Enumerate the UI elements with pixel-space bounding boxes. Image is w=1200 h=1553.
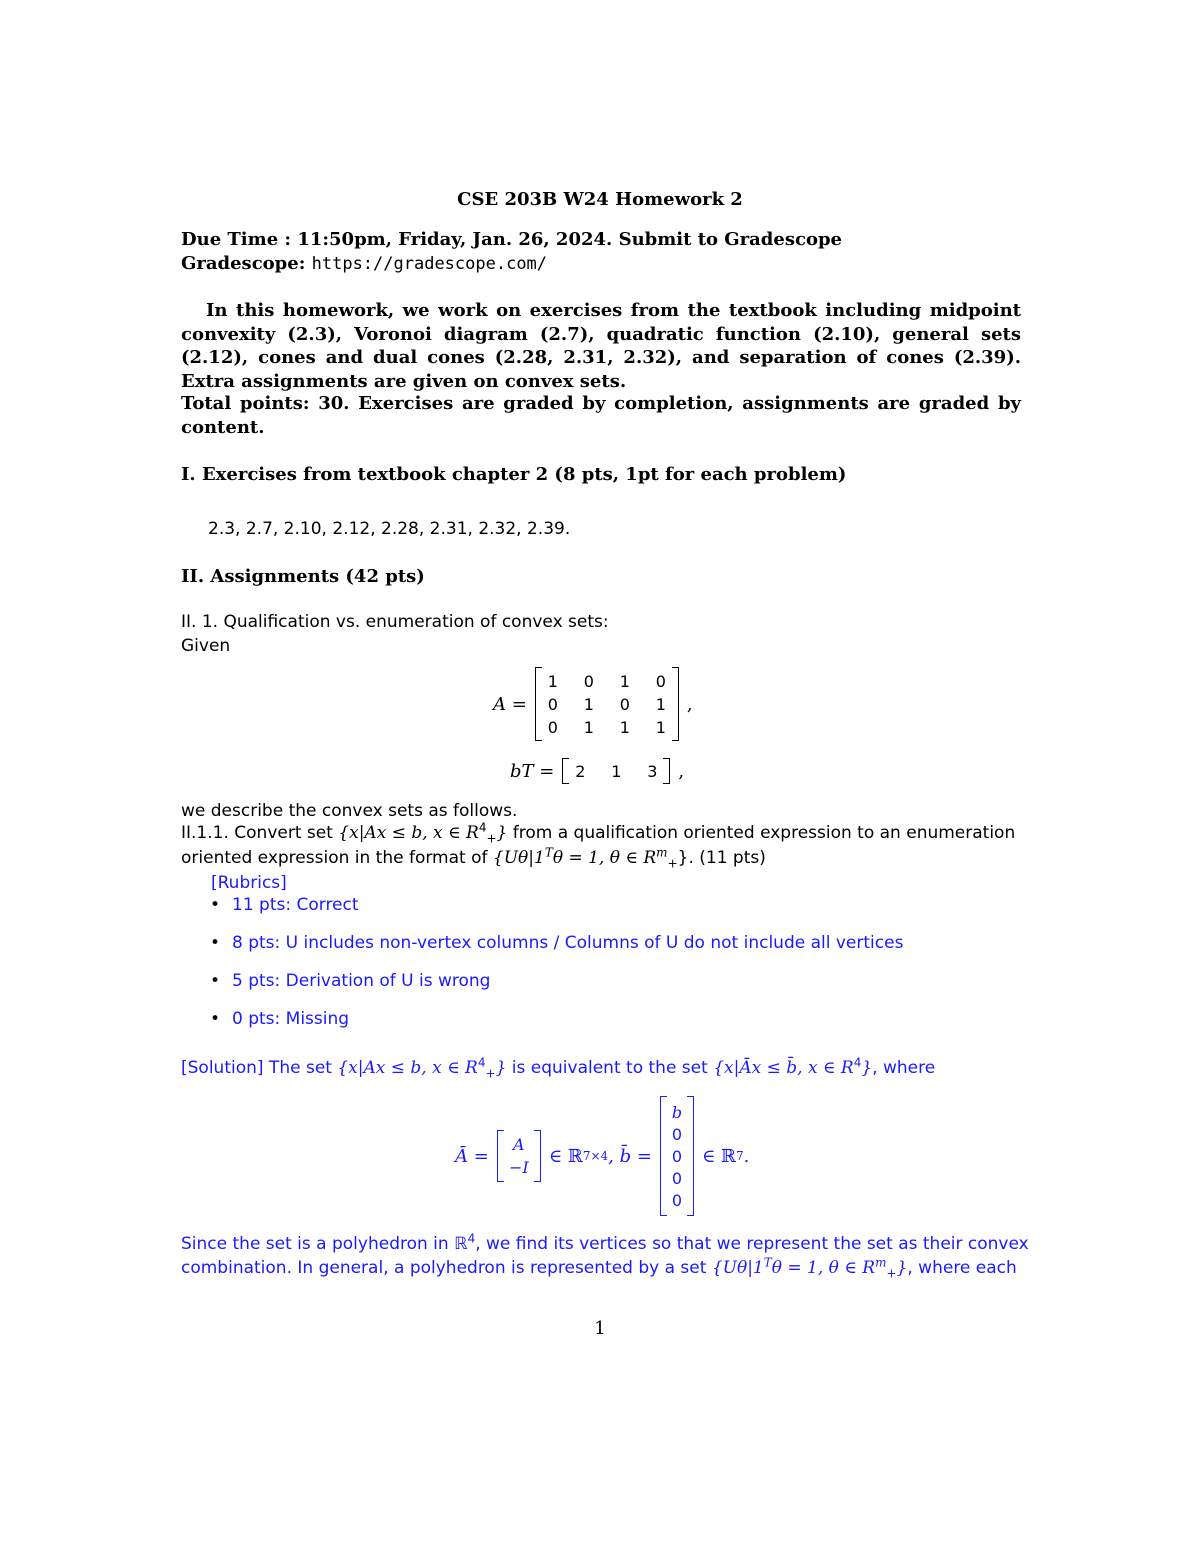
due-label: Due Time : [181, 229, 292, 250]
since-line-2: combination. In general, a polyhedron is represented by a set {$U\theta|1^T\theta = 1$, θ ∈ $R^m_+$}, where each [181, 1255, 1017, 1281]
abar-equation: Ā = A −I ∈ ℝ 7×4 , b̄ = b 0 0 0 0 ∈ ℝ 7 . [455, 1096, 749, 1216]
q111-line-2: oriented expression in the format of {$U\theta|1^T\theta = 1$, θ ∈ $R^m_+$}. (11 pts) [181, 845, 766, 871]
since-line-1: Since the set is a polyhedron in ℝ$^4$, we find its vertices so that we represent the set as their convex [181, 1231, 1029, 1254]
solution-label: [Solution] [181, 1058, 264, 1078]
gradescope-link[interactable]: https://gradescope.com/ [311, 254, 548, 274]
list-item: • 0 pts: Missing [210, 1008, 903, 1031]
q111-line-1: II.1.1. Convert set {x|Ax ≤ b, x ∈ $R^4_+$} from a qualification oriented expression to an enumeration [181, 820, 1016, 846]
page-number: 1 [594, 1318, 606, 1339]
gradescope-label: Gradescope: [181, 253, 306, 274]
list-item: • 5 pts: Derivation of U is wrong [210, 970, 903, 993]
section-2-heading: II. Assignments (42 pts) [181, 566, 425, 587]
intro-text: In this homework, we work on exercises from the textbook including midpoint convexity (2.3), Voronoi diagram (2.7), quadratic function (2.10), general sets (2.12), cones and dual cones (2.28, 2.31, 2.32), and separation of cones (2.39). Extra assignments are given on convex sets. [181, 300, 1021, 392]
due-value: 11:50pm, Friday, Jan. 26, 2024. Submit to Gradescope [297, 229, 842, 250]
question-1-title: II. 1. Qualification vs. enumeration of convex sets: [181, 612, 609, 632]
matrix-a: A = 1 0 1 0 0 1 0 1 0 1 1 1 , [493, 667, 693, 741]
points-text: Total points: 30. Exercises are graded by completion, assignments are graded by content. [181, 393, 1021, 438]
exercise-list: 2.3, 2.7, 2.10, 2.12, 2.28, 2.31, 2.32, 2.39. [208, 519, 571, 539]
matrix-a-label: A = [493, 693, 527, 715]
vector-bt: bT = 2 1 3 , [510, 758, 684, 784]
gradescope-line [181, 252, 547, 276]
matrix-a-cells: 1 0 1 0 0 1 0 1 0 1 1 1 [547, 671, 666, 737]
vector-bt-label: bT = [510, 760, 555, 782]
given-label: Given [181, 636, 231, 656]
list-item: • 8 pts: U includes non-vertex columns / Columns of U do not include all vertices [210, 932, 903, 955]
rubrics-label: [Rubrics] [211, 873, 287, 893]
solution-line: [Solution] The set {x|Ax ≤ b, x ∈ $R^4_+$} is equivalent to the set {x|Āx ≤ b̄, x ∈ $R^4$}, where [181, 1055, 936, 1081]
points-paragraph [181, 392, 1021, 439]
page-title: CSE 203B W24 Homework 2 [457, 189, 743, 210]
list-item: • 11 pts: Correct [210, 894, 903, 917]
due-line [181, 228, 842, 251]
describe-line: we describe the convex sets as follows. [181, 801, 518, 821]
section-1-heading: I. Exercises from textbook chapter 2 (8 pts, 1pt for each problem) [181, 464, 847, 485]
intro-paragraph [181, 299, 1021, 393]
rubrics-list [210, 894, 903, 1046]
vector-bt-cells: 2 1 3 [575, 761, 658, 781]
